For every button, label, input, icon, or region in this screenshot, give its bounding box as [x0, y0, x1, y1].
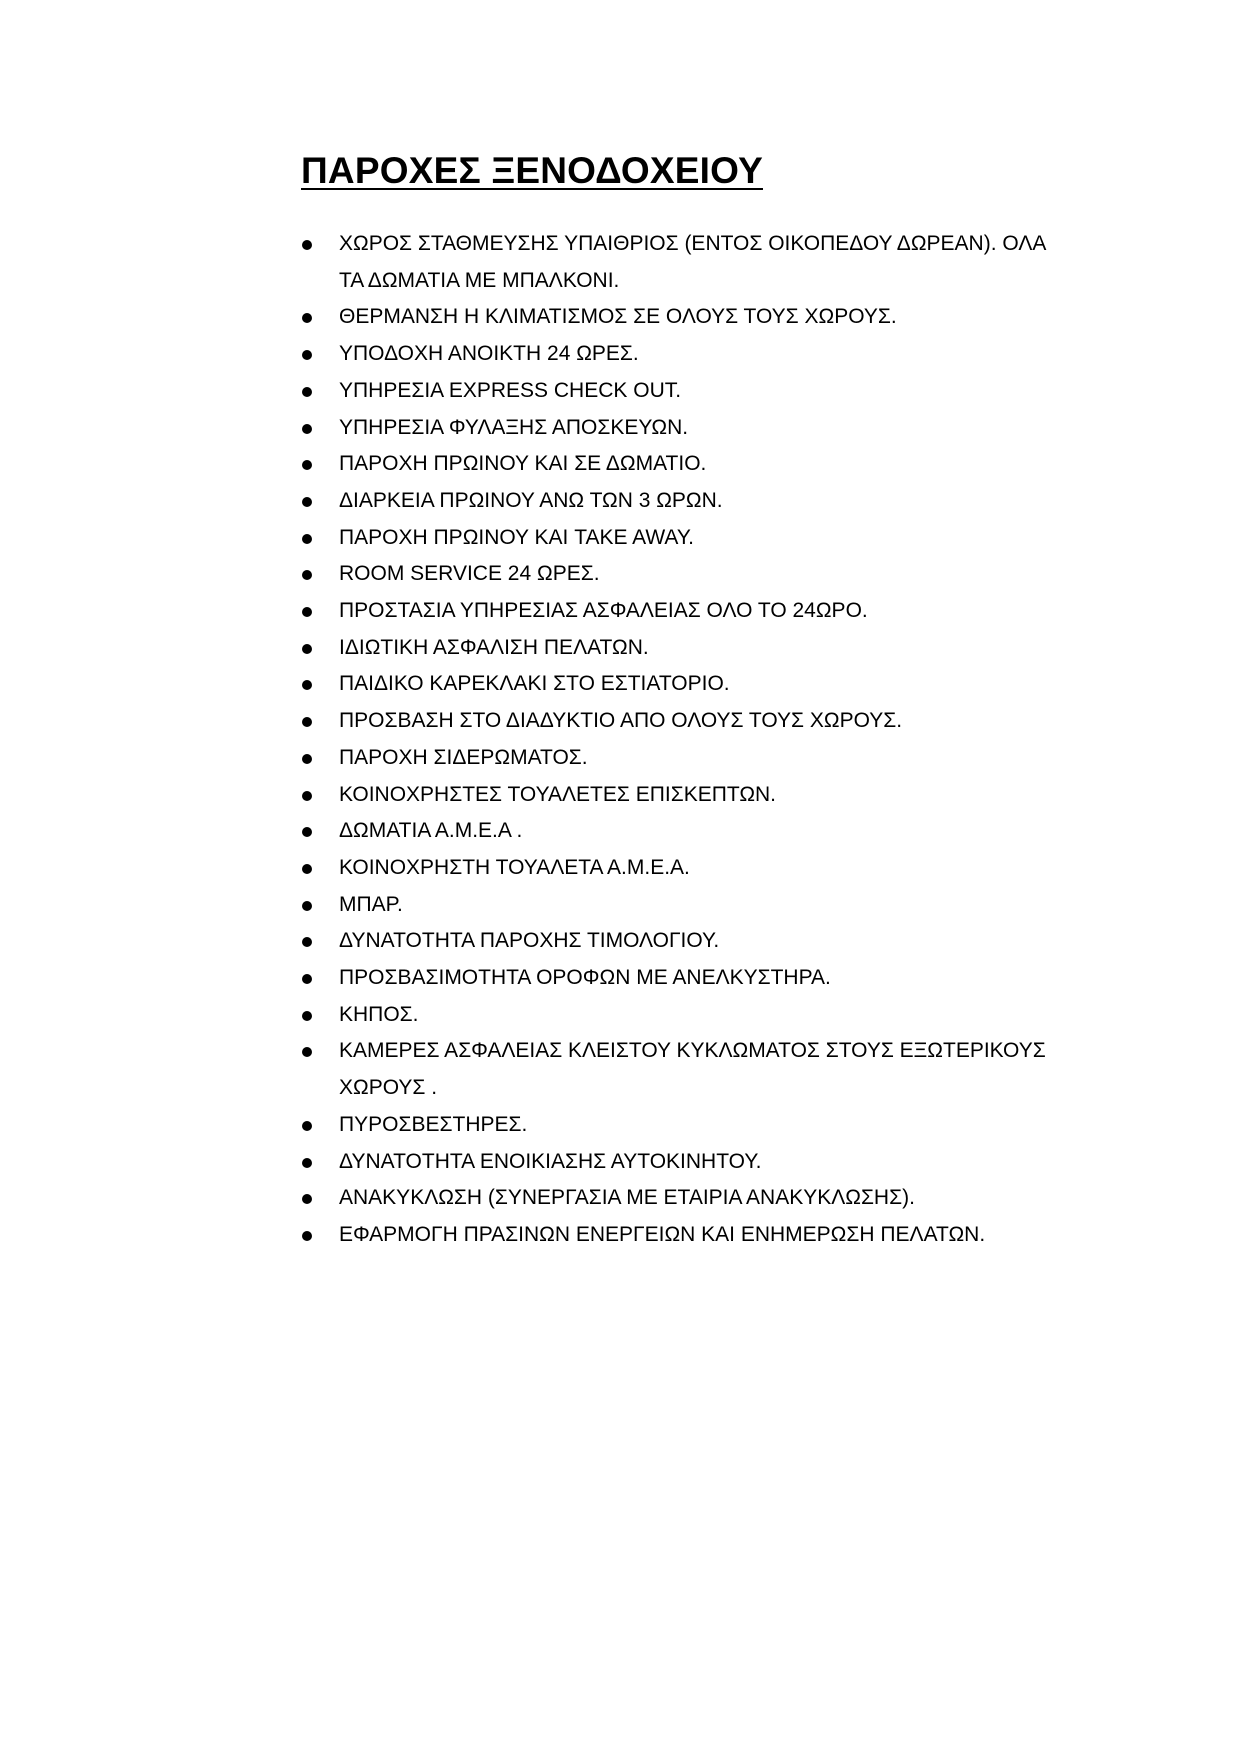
- list-item: [301, 887, 1061, 924]
- list-item: [301, 1107, 1061, 1144]
- list-item-text: ΥΠΗΡΕΣΙΑ EXPRESS CHECK OUT.: [339, 378, 682, 402]
- list-item-text: ΚΟΙΝΟΧΡΗΣΤΕΣ ΤΟΥΑΛΕΤΕΣ ΕΠΙΣΚΕΠΤΩΝ.: [339, 782, 777, 806]
- list-item-text: ΕΦΑΡΜΟΓΗ ΠΡΑΣΙΝΩΝ ΕΝΕΡΓΕΙΩΝ ΚΑΙ ΕΝΗΜΕΡΩΣΗ ΠΕΛΑΤΩΝ.: [339, 1222, 986, 1246]
- list-item: [301, 410, 1061, 447]
- list-item: [301, 373, 1061, 410]
- bullet-icon: [302, 1011, 312, 1021]
- list-item-text: ROOM SERVICE 24 ΩΡΕΣ.: [339, 562, 600, 586]
- list-item: [301, 520, 1061, 557]
- list-item-text: ΔΙΑΡΚΕΙΑ ΠΡΩΙΝΟΥ ΑΝΩ ΤΩΝ 3 ΩΡΩΝ.: [339, 488, 723, 512]
- list-item-text: ΠΡΟΣΒΑΣΙΜΟΤΗΤΑ ΟΡΟΦΩΝ ΜΕ ΑΝΕΛΚΥΣΤΗΡΑ.: [339, 966, 831, 990]
- bullet-icon: [302, 864, 312, 874]
- list-item: [301, 666, 1061, 703]
- list-item: [301, 1180, 1061, 1217]
- list-item: [301, 226, 1061, 299]
- bullet-icon: [302, 827, 312, 837]
- list-item: [301, 446, 1061, 483]
- list-item-text: ΔΩΜΑΤΙΑ Α.Μ.Ε.Α .: [339, 819, 523, 843]
- list-item: [301, 336, 1061, 373]
- list-item-text: ΔΥΝΑΤΟΤΗΤΑ ΠΑΡΟΧΗΣ ΤΙΜΟΛΟΓΙΟΥ.: [339, 929, 720, 953]
- amenities-list: [301, 226, 1061, 1254]
- list-item: [301, 740, 1061, 777]
- bullet-icon: [302, 424, 312, 434]
- bullet-icon: [302, 313, 312, 323]
- bullet-icon: [302, 1231, 312, 1241]
- list-item: [301, 299, 1061, 336]
- list-item: [301, 1033, 1061, 1106]
- list-item-text: ΠΑΡΟΧΗ ΠΡΩΙΝΟΥ ΚΑΙ ΣΕ ΔΩΜΑΤΙΟ.: [339, 452, 707, 476]
- bullet-icon: [302, 607, 312, 617]
- page-title: ΠΑΡΟΧΕΣ ΞΕΝΟΔΟΧΕΙΟΥ: [301, 150, 763, 191]
- list-item-text: ΠΡΟΣΒΑΣΗ ΣΤΟ ΔΙΑΔΥΚΤΙΟ ΑΠΟ ΟΛΟΥΣ ΤΟΥΣ ΧΩΡΟΥΣ.: [339, 709, 903, 733]
- bullet-icon: [302, 534, 312, 544]
- bullet-icon: [302, 387, 312, 397]
- list-item-text: ΚΑΜΕΡΕΣ ΑΣΦΑΛΕΙΑΣ ΚΛΕΙΣΤΟΥ ΚΥΚΛΩΜΑΤΟΣ ΣΤΟΥΣ ΕΞΩΤΕΡΙΚΟΥΣ ΧΩΡΟΥΣ .: [339, 1039, 1046, 1100]
- bullet-icon: [302, 1158, 312, 1168]
- bullet-icon: [302, 497, 312, 507]
- list-item: [301, 997, 1061, 1034]
- bullet-icon: [302, 1194, 312, 1204]
- list-item-text: ΧΩΡΟΣ ΣΤΑΘΜΕΥΣΗΣ ΥΠΑΙΘΡΙΟΣ (ΕΝΤΟΣ ΟΙΚΟΠΕΔΟΥ ΔΩΡΕΑΝ). ΟΛΑ ΤΑ ΔΩΜΑΤΙΑ ΜΕ ΜΠΑΛΚΟΝΙ.: [339, 232, 1046, 292]
- list-item: [301, 813, 1061, 850]
- bullet-icon: [302, 717, 312, 727]
- list-item: [301, 960, 1061, 997]
- list-item-text: ΔΥΝΑΤΟΤΗΤΑ ΕΝΟΙΚΙΑΣΗΣ ΑΥΤΟΚΙΝΗΤΟΥ.: [339, 1149, 762, 1173]
- list-item: [301, 850, 1061, 887]
- list-item: [301, 1144, 1061, 1181]
- bullet-icon: [302, 680, 312, 690]
- list-item-text: ΙΔΙΩΤΙΚΗ ΑΣΦΑΛΙΣΗ ΠΕΛΑΤΩΝ.: [339, 635, 649, 659]
- bullet-icon: [302, 1047, 312, 1057]
- bullet-icon: [302, 791, 312, 801]
- list-item-text: ΥΠΟΔΟΧΗ ΑΝΟΙΚΤΗ 24 ΩΡΕΣ.: [339, 342, 639, 366]
- bullet-icon: [302, 644, 312, 654]
- list-item-text: ΠΥΡΟΣΒΕΣΤΗΡΕΣ.: [339, 1112, 528, 1136]
- list-item-text: ΠΑΡΟΧΗ ΠΡΩΙΝΟΥ ΚΑΙ TAKE AWAY.: [339, 525, 695, 549]
- bullet-icon: [302, 350, 312, 360]
- list-item: [301, 483, 1061, 520]
- list-item-text: ΥΠΗΡΕΣΙΑ ΦΥΛΑΞΗΣ ΑΠΟΣΚΕΥΩΝ.: [339, 415, 689, 439]
- bullet-icon: [302, 240, 312, 250]
- list-item-text: ΠΑΙΔΙΚΟ ΚΑΡΕΚΛΑΚΙ ΣΤΟ ΕΣΤΙΑΤΟΡΙΟ.: [339, 672, 730, 696]
- list-item: [301, 703, 1061, 740]
- list-item-text: ΠΡΟΣΤΑΣΙΑ ΥΠΗΡΕΣΙΑΣ ΑΣΦΑΛΕΙΑΣ ΟΛΟ ΤΟ 24ΩΡΟ.: [339, 599, 868, 623]
- list-item-text: ΑΝΑΚΥΚΛΩΣΗ (ΣΥΝΕΡΓΑΣΙΑ ΜΕ ΕΤΑΙΡΙΑ ΑΝΑΚΥΚΛΩΣΗΣ).: [339, 1186, 915, 1210]
- list-item-text: ΚΗΠΟΣ.: [339, 1002, 419, 1026]
- bullet-icon: [302, 754, 312, 764]
- list-item: [301, 923, 1061, 960]
- list-item: [301, 556, 1061, 593]
- list-item-text: ΚΟΙΝΟΧΡΗΣΤΗ ΤΟΥΑΛΕΤΑ Α.Μ.Ε.Α.: [339, 855, 690, 879]
- bullet-icon: [302, 1121, 312, 1131]
- list-item: [301, 630, 1061, 667]
- list-item-text: ΠΑΡΟΧΗ ΣΙΔΕΡΩΜΑΤΟΣ.: [339, 745, 588, 769]
- bullet-icon: [302, 570, 312, 580]
- bullet-icon: [302, 974, 312, 984]
- list-item: [301, 1217, 1061, 1254]
- bullet-icon: [302, 460, 312, 470]
- list-item-text: ΘΕΡΜΑΝΣΗ Η ΚΛΙΜΑΤΙΣΜΟΣ ΣΕ ΟΛΟΥΣ ΤΟΥΣ ΧΩΡΟΥΣ.: [339, 305, 897, 329]
- bullet-icon: [302, 901, 312, 911]
- list-item: [301, 777, 1061, 814]
- list-item-text: ΜΠΑΡ.: [339, 892, 403, 916]
- bullet-icon: [302, 937, 312, 947]
- list-item: [301, 593, 1061, 630]
